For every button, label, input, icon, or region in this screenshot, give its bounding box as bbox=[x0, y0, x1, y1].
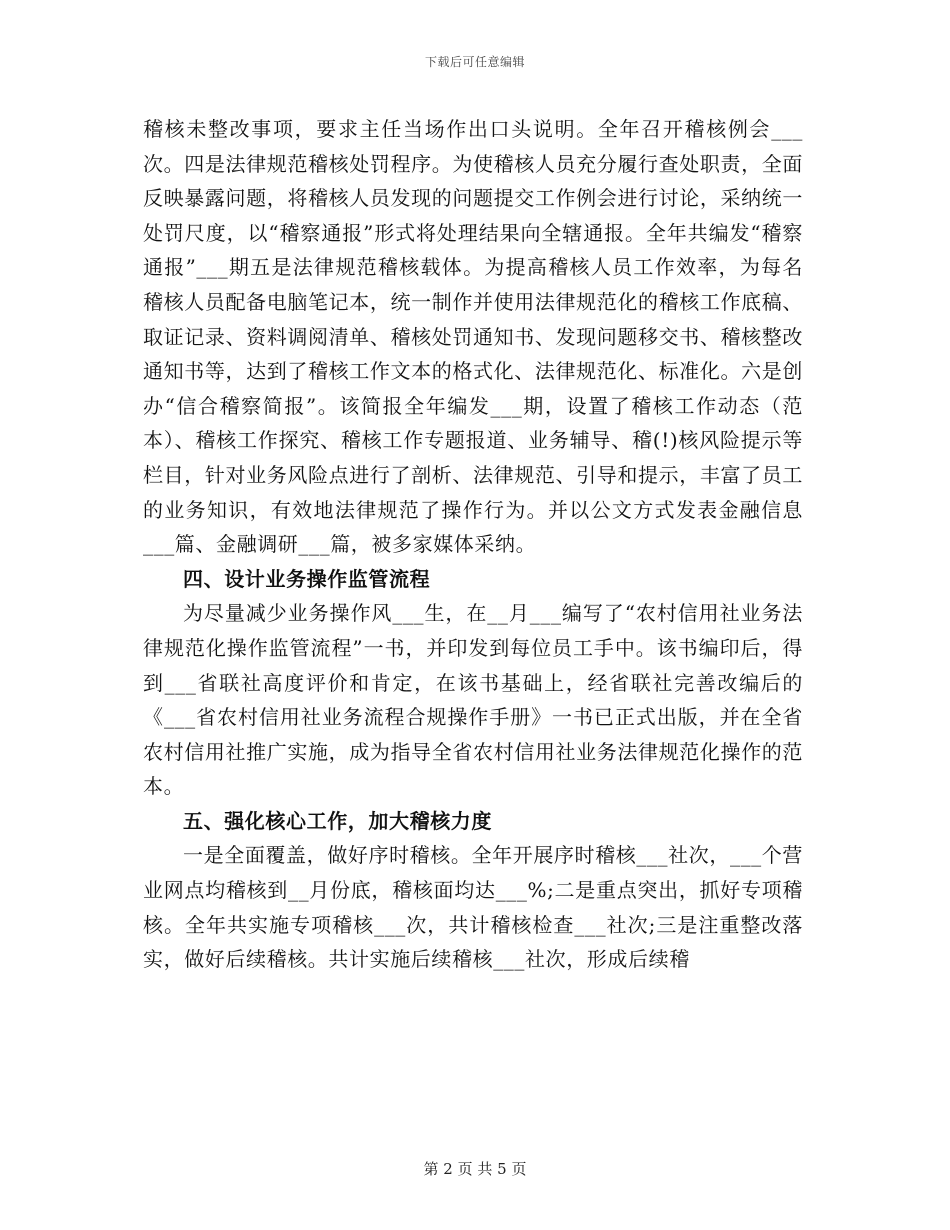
page-header: 下载后可任意编辑 bbox=[424, 55, 525, 69]
section-heading: 五、强化核心工作，加大稽核力度 bbox=[183, 808, 492, 833]
body-paragraph: 一是全面覆盖，做好序时稽核。全年开展序时稽核___社次，___个营业网点均稽核到__月份底，稽核面均达___%;二是重点突出，抓好专项稽核。全年共实施专项稽核___次，共计稽核检查___社次;三是注重整改落实，做好后续稽核。共计实施后续稽核___社次，形成后续稽 bbox=[143, 843, 803, 972]
section-heading: 四、设计业务操作监管流程 bbox=[183, 566, 431, 591]
document-body bbox=[143, 112, 803, 977]
page-number: 第 2 页 共 5 页 bbox=[423, 1160, 527, 1178]
body-paragraph: 稽核未整改事项，要求主任当场作出口头说明。全年召开稽核例会___次。四是法律规范稽核处罚程序。为使稽核人员充分履行查处职责，全面反映暴露问题，将稽核人员发现的问题提交工作例会进行讨论，采纳统一处罚尺度，以“稽察通报”形式将处理结果向全辖通报。全年共编发“稽察通报”___期五是法律规范稽核载体。为提高稽核人员工作效率，为每名稽核人员配备电脑笔记本，统一制作并使用法律规范化的稽核工作底稿、取证记录、资料调阅清单、稽核处罚通知书、发现问题移交书、稽核整改通知书等，达到了稽核工作文本的格式化、法律规范化、标准化。六是创办“信合稽察简报”。该简报全年编发___期，设置了稽核工作动态（范本）、稽核工作探究、稽核工作专题报道、业务辅导、稽(!)核风险提示等栏目，针对业务风险点进行了剖析、法律规范、引导和提示，丰富了员工的业务知识，有效地法律规范了操作行为。并以公文方式发表金融信息___篇、金融调研___篇，被多家媒体采纳。 bbox=[143, 117, 803, 557]
body-paragraph: 为尽量减少业务操作风___生，在__月___编写了“农村信用社业务法律规范化操作监管流程”一书，并印发到每位员工手中。该书编印后，得到___省联社高度评价和肯定，在该书基础上，经省联社完善改编后的《___省农村信用社业务流程合规操作手册》一书已正式出版，并在全省农村信用社推广实施，成为指导全省农村信用社业务法律规范化操作的范本。 bbox=[143, 601, 803, 799]
